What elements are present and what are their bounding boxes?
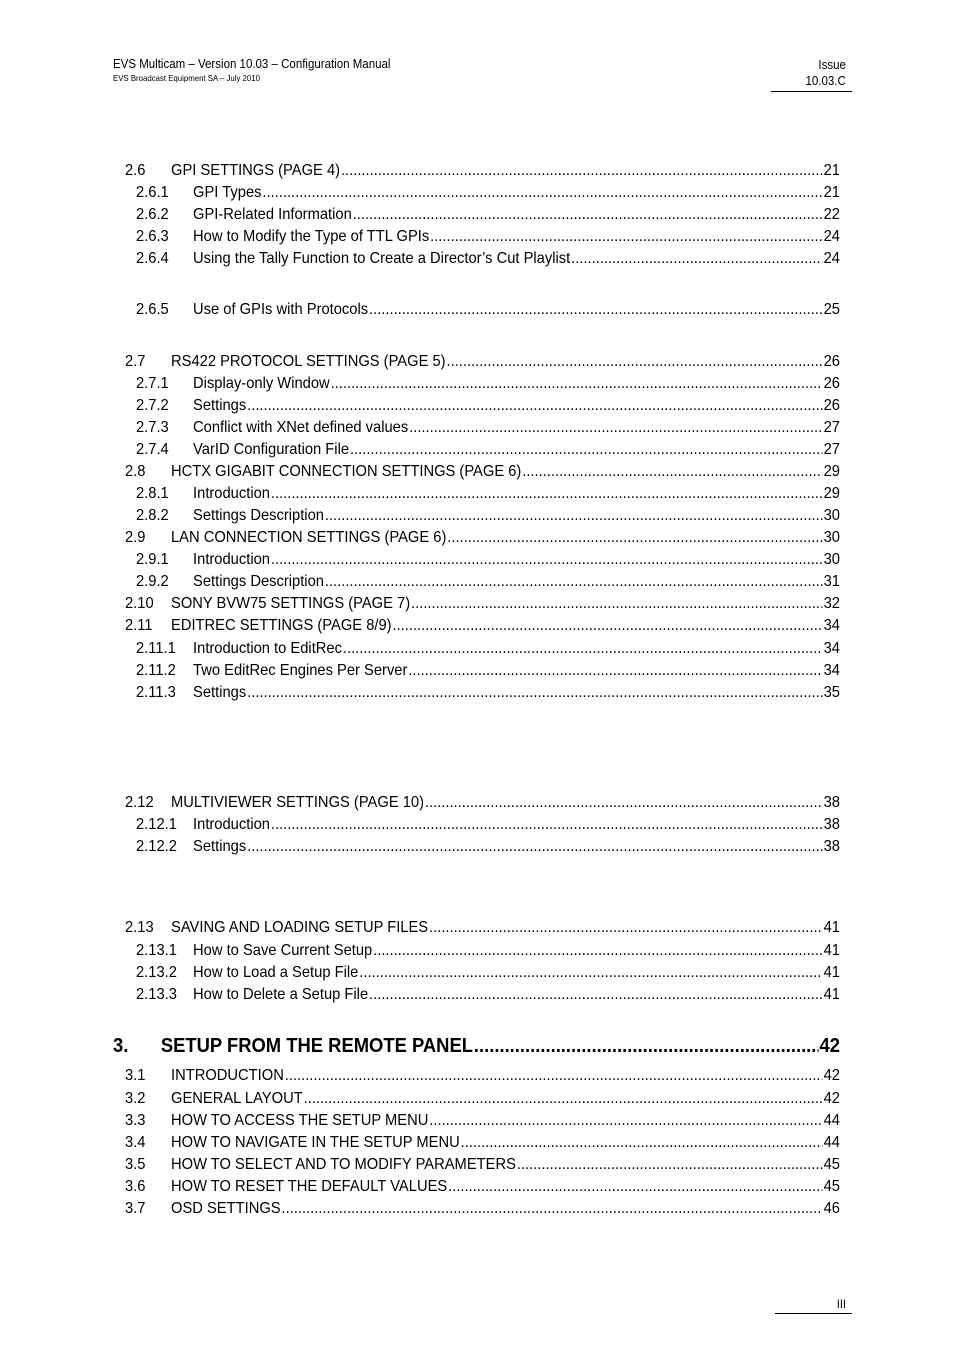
toc-entry-title: LAN CONNECTION SETTINGS (PAGE 6) [171, 529, 447, 546]
toc-entry[interactable] [136, 247, 840, 269]
toc-entry-number: 2.11 [125, 617, 153, 634]
toc-entry-title: How to Delete a Setup File [193, 986, 369, 1003]
toc-entry-title: HOW TO ACCESS THE SETUP MENU [171, 1112, 429, 1129]
toc-entry-page: 42 [823, 1090, 840, 1107]
toc-dot-leader [247, 396, 823, 416]
toc-dot-leader [373, 941, 823, 961]
toc-dot-leader [447, 528, 822, 548]
toc-entry-number: 2.11.1 [136, 640, 176, 657]
toc-entry[interactable] [125, 791, 840, 813]
toc-entry-number: 2.7.3 [136, 419, 169, 436]
toc-entry-page: 46 [823, 1200, 840, 1217]
toc-entry-page: 38 [823, 794, 840, 811]
toc-dot-leader [369, 300, 823, 320]
toc-entry[interactable] [136, 835, 840, 857]
toc-entry[interactable] [125, 460, 840, 482]
toc-entry-number: 3.1 [125, 1067, 146, 1084]
toc-entry-page: 38 [823, 816, 840, 833]
toc-entry-title: GPI SETTINGS (PAGE 4) [171, 162, 341, 179]
toc-entry-number: 2.9 [125, 529, 146, 546]
toc-entry-page: 45 [823, 1178, 840, 1195]
toc-entry-page: 26 [823, 397, 840, 414]
toc-dot-leader [448, 1177, 823, 1197]
toc-entry-title: Settings [193, 684, 247, 701]
toc-entry-title: Display-only Window [193, 375, 330, 392]
toc-entry-page: 24 [823, 250, 840, 267]
toc-entry-page: 30 [823, 507, 840, 524]
toc-entry-page: 41 [823, 919, 840, 936]
toc-entry-page: 44 [823, 1112, 840, 1129]
toc-entry-page: 31 [823, 573, 840, 590]
toc-entry[interactable] [136, 438, 840, 460]
toc-entry[interactable] [136, 961, 840, 983]
toc-entry-page: 35 [823, 684, 840, 701]
toc-entry-page: 34 [823, 617, 840, 634]
toc-entry-number: 2.13.3 [136, 986, 177, 1003]
toc-entry-number: 2.7.1 [136, 375, 169, 392]
toc-entry-title: How to Load a Setup File [193, 964, 359, 981]
toc-entry-page: 27 [823, 419, 840, 436]
toc-dot-leader [325, 506, 823, 526]
toc-entry-title: How to Modify the Type of TTL GPIs [193, 228, 430, 245]
toc-entry-number: 2.8 [125, 463, 146, 480]
toc-dot-leader [429, 1111, 822, 1131]
toc-entry-number: 3.2 [125, 1090, 146, 1107]
toc-entry[interactable] [136, 548, 840, 570]
toc-entry-title: Settings Description [193, 573, 324, 590]
toc-entry-page: 41 [823, 964, 840, 981]
toc-entry[interactable] [136, 637, 840, 659]
toc-dot-leader [271, 815, 823, 835]
document-title: EVS Multicam – Version 10.03 – Configuration Manual [113, 57, 391, 71]
toc-entry-title: Introduction to EditRec [193, 640, 342, 657]
toc-dot-leader [271, 550, 823, 570]
toc-entry-number: 3.5 [125, 1156, 146, 1173]
toc-dot-leader [325, 572, 823, 592]
toc-entry-page: 41 [823, 942, 840, 959]
issue-label: Issue [818, 58, 846, 72]
toc-entry[interactable] [125, 1175, 840, 1197]
toc-entry[interactable] [136, 203, 840, 225]
toc-entry-page: 38 [823, 838, 840, 855]
toc-entry-title: GPI Types [193, 184, 262, 201]
toc-entry-number: 2.7.2 [136, 397, 169, 414]
toc-entry[interactable] [136, 570, 840, 592]
toc-dot-leader [285, 1066, 823, 1086]
toc-entry-title: Two EditRec Engines Per Server [193, 662, 408, 679]
toc-entry[interactable] [136, 983, 840, 1005]
toc-dot-leader [411, 594, 823, 614]
toc-dot-leader [430, 227, 823, 247]
toc-entry-title: Conflict with XNet defined values [193, 419, 409, 436]
toc-dot-leader [369, 985, 823, 1005]
toc-entry-number: 2.12.1 [136, 816, 177, 833]
toc-entry-title: How to Save Current Setup [193, 942, 373, 959]
toc-dot-leader [353, 205, 823, 225]
toc-dot-leader [282, 1199, 823, 1219]
toc-dot-leader [461, 1133, 823, 1153]
toc-entry[interactable] [125, 614, 840, 636]
toc-entry-title: SAVING AND LOADING SETUP FILES [171, 919, 429, 936]
toc-entry-number: 2.8.1 [136, 485, 169, 502]
footer-rule [775, 1313, 852, 1314]
toc-entry-number: 2.13.1 [136, 942, 177, 959]
toc-entry[interactable] [125, 159, 840, 181]
toc-entry-title: Settings [193, 838, 247, 855]
toc-dot-leader [247, 683, 823, 703]
toc-entry-title: SETUP FROM THE REMOTE PANEL [160, 1035, 473, 1057]
toc-entry[interactable] [125, 1064, 840, 1086]
toc-entry[interactable] [136, 504, 840, 526]
toc-entry-page: 45 [823, 1156, 840, 1173]
toc-entry[interactable] [125, 592, 840, 614]
toc-entry[interactable] [125, 916, 840, 938]
toc-entry-title: Use of GPIs with Protocols [193, 301, 369, 318]
toc-entry[interactable] [136, 416, 840, 438]
toc-dot-leader [262, 183, 822, 203]
toc-entry-number: 2.13 [125, 919, 154, 936]
toc-entry[interactable] [136, 681, 840, 703]
toc-entry-title: INTRODUCTION [171, 1067, 284, 1084]
toc-dot-leader [517, 1155, 823, 1175]
toc-dot-leader [571, 249, 823, 269]
toc-dot-leader [392, 616, 822, 636]
toc-entry-title: EDITREC SETTINGS (PAGE 8/9) [171, 617, 392, 634]
toc-entry-page: 22 [823, 206, 840, 223]
toc-entry[interactable] [125, 350, 840, 372]
toc-dot-leader [331, 374, 823, 394]
toc-entry-number: 2.12.2 [136, 838, 177, 855]
toc-entry[interactable] [136, 181, 840, 203]
toc-entry[interactable] [136, 482, 840, 504]
toc-entry-number: 2.10 [125, 595, 154, 612]
toc-entry-number: 2.6 [125, 162, 146, 179]
toc-dot-leader [522, 462, 822, 482]
toc-entry-page: 29 [823, 463, 840, 480]
toc-entry-title: MULTIVIEWER SETTINGS (PAGE 10) [171, 794, 424, 811]
toc-dot-leader [350, 440, 823, 460]
toc-entry-title: SONY BVW75 SETTINGS (PAGE 7) [171, 595, 411, 612]
toc-dot-leader [359, 963, 822, 983]
toc-entry[interactable] [125, 1197, 840, 1219]
toc-entry-number: 2.9.2 [136, 573, 169, 590]
toc-entry-title: Introduction [193, 485, 270, 502]
toc-entry-number: 3.6 [125, 1178, 146, 1195]
toc-entry-number: 2.6.4 [136, 250, 169, 267]
toc-entry-page: 27 [823, 441, 840, 458]
toc-entry-number: 3.7 [125, 1200, 146, 1217]
toc-entry-page: 34 [823, 662, 840, 679]
toc-entry-title: GPI-Related Information [193, 206, 352, 223]
issue-number: 10.03.C [805, 74, 846, 88]
toc-entry[interactable] [125, 1153, 840, 1175]
toc-entry-page: 30 [823, 529, 840, 546]
toc-entry-title: HOW TO SELECT AND TO MODIFY PARAMETERS [171, 1156, 516, 1173]
toc-entry[interactable] [125, 526, 840, 548]
toc-entry[interactable] [136, 813, 840, 835]
toc-entry-title: HCTX GIGABIT CONNECTION SETTINGS (PAGE 6) [171, 463, 522, 480]
toc-entry[interactable] [136, 298, 840, 320]
toc-entry-page: 21 [823, 162, 840, 179]
toc-entry-number: 3.4 [125, 1134, 146, 1151]
toc-entry-title: HOW TO RESET THE DEFAULT VALUES [171, 1178, 448, 1195]
toc-dot-leader [247, 837, 823, 857]
toc-entry-title: Introduction [193, 816, 270, 833]
toc-entry-title: Using the Tally Function to Create a Director’s Cut Playlist [193, 250, 571, 267]
toc-entry-number: 2.6.5 [136, 301, 169, 318]
toc-entry-title: Introduction [193, 551, 270, 568]
toc-entry-page: 25 [823, 301, 840, 318]
toc-entry-page: 34 [823, 640, 840, 657]
toc-entry-page: 44 [823, 1134, 840, 1151]
toc-entry-page: 42 [819, 1035, 840, 1057]
toc-entry-page: 24 [823, 228, 840, 245]
toc-entry[interactable] [125, 1131, 840, 1153]
toc-dot-leader [446, 352, 822, 372]
footer-page-number: III [836, 1297, 846, 1311]
toc-entry-title: VarID Configuration File [193, 441, 350, 458]
toc-dot-leader [409, 418, 823, 438]
toc-dot-leader [474, 1036, 819, 1056]
toc-entry-title: RS422 PROTOCOL SETTINGS (PAGE 5) [171, 353, 446, 370]
toc-chapter-entry[interactable] [113, 1028, 840, 1056]
toc-dot-leader [425, 793, 823, 813]
toc-entry[interactable] [125, 1087, 840, 1109]
toc-entry-number: 2.11.3 [136, 684, 176, 701]
toc-entry-title: OSD SETTINGS [171, 1200, 281, 1217]
toc-entry-page: 21 [823, 184, 840, 201]
toc-dot-leader [408, 661, 822, 681]
toc-entry-title: HOW TO NAVIGATE IN THE SETUP MENU [171, 1134, 460, 1151]
toc-entry-page: 29 [823, 485, 840, 502]
toc-entry-number: 2.11.2 [136, 662, 176, 679]
toc-entry-page: 26 [823, 375, 840, 392]
toc-entry-number: 2.7 [125, 353, 146, 370]
document-subtitle: EVS Broadcast Equipment SA – July 2010 [113, 73, 260, 83]
toc-entry-title: Settings Description [193, 507, 324, 524]
toc-entry-page: 26 [823, 353, 840, 370]
toc-entry[interactable] [136, 939, 840, 961]
toc-dot-leader [429, 918, 823, 938]
toc-entry-title: Settings [193, 397, 247, 414]
toc-dot-leader [343, 639, 823, 659]
toc-entry-number: 2.6.1 [136, 184, 169, 201]
toc-entry-number: 2.6.2 [136, 206, 169, 223]
toc-entry-number: 2.8.2 [136, 507, 169, 524]
toc-entry-page: 42 [823, 1067, 840, 1084]
toc-entry-number: 2.13.2 [136, 964, 177, 981]
toc-entry-page: 41 [823, 986, 840, 1003]
toc-entry-number: 3.3 [125, 1112, 146, 1129]
toc-entry[interactable] [136, 659, 840, 681]
toc-entry[interactable] [125, 1109, 840, 1131]
toc-dot-leader [341, 161, 823, 181]
toc-entry-number: 3. [113, 1035, 129, 1057]
toc-entry-number: 2.6.3 [136, 228, 169, 245]
toc-entry[interactable] [136, 394, 840, 416]
toc-dot-leader [304, 1089, 823, 1109]
toc-entry-page: 30 [823, 551, 840, 568]
toc-entry-title: GENERAL LAYOUT [171, 1090, 303, 1107]
toc-entry-number: 2.12 [125, 794, 154, 811]
toc-entry-number: 2.7.4 [136, 441, 169, 458]
toc-entry-number: 2.9.1 [136, 551, 169, 568]
toc-entry[interactable] [136, 225, 840, 247]
toc-dot-leader [271, 484, 823, 504]
toc-entry[interactable] [136, 372, 840, 394]
toc-entry-page: 32 [823, 595, 840, 612]
